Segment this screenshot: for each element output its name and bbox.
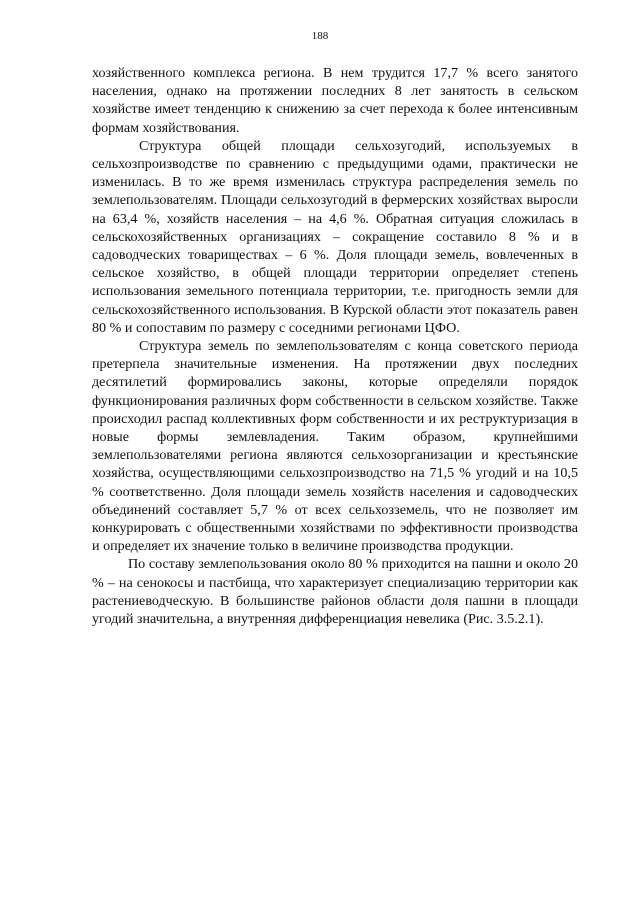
paragraph-2: Структура общей площади сельхозугодий, используемых в сельхозпроизводстве по сравнению с предыдущими одами, практически не изменилась. В то же время изменилась структура распределения земель по землепользователям. Площади сельхозугодий в фермерских хозяйствах выросли на 63,4 %, хозяйств населения – на 4,6 %. Обратная ситуация сложилась в сельскохозяйственных организациях – сокращение составило 8 % и в садоводческих товариществах – 6 %. Доля площади земель, вовлеченных в сельское хозяйство, в общей площади территории определяет степень использования земельного потенциала территории, т.е. пригодность земли для сельскохозяйственного использования. В Курской области этот показатель равен 80 % и сопоставим по размеру с соседними регионами ЦФО. bbox=[92, 137, 578, 336]
text-body bbox=[92, 64, 578, 628]
paragraph-4: По составу землепользования около 80 % приходится на пашни и около 20 % – на сенокосы и пастбища, что характеризует специализацию территории как растениеводческую. В большинстве районов области доля пашни в площади угодий значительна, а внутренняя дифференциация невелика (Рис. 3.5.2.1). bbox=[92, 556, 578, 628]
paragraph-1: хозяйственного комплекса региона. В нем трудится 17,7 % всего занятого населения, однако на протяжении последних 8 лет занятость в сельском хозяйстве имеет тенденцию к снижению за счет перехода к более интенсивным формам хозяйствования. bbox=[92, 65, 578, 136]
paragraph-3: Структура земель по землепользователям с конца советского периода претерпела значительные изменения. На протяжении двух последних десятилетий формировались законы, которые определяли порядок функционирования различных форм собственности в сельском хозяйстве. Также происходил распад коллективных форм собственности и их реструктуризация в новые формы землевладения. Таким образом, крупнейшими землепользователями региона являются сельхозорганизации и крестьянские хозяйства, осуществляющими сельхозпроизводство на 71,5 % угодий и на 10,5 % соответственно. Доля площади земель хозяйств населения и садоводческих объединений составляет 5,7 % от всех сельхозземель, что не позволяет им конкурировать с общественными хозяйствами по эффективности производства и определяет их значение только в величине производства продукции. bbox=[92, 338, 578, 555]
page-number: 188 bbox=[311, 30, 329, 42]
